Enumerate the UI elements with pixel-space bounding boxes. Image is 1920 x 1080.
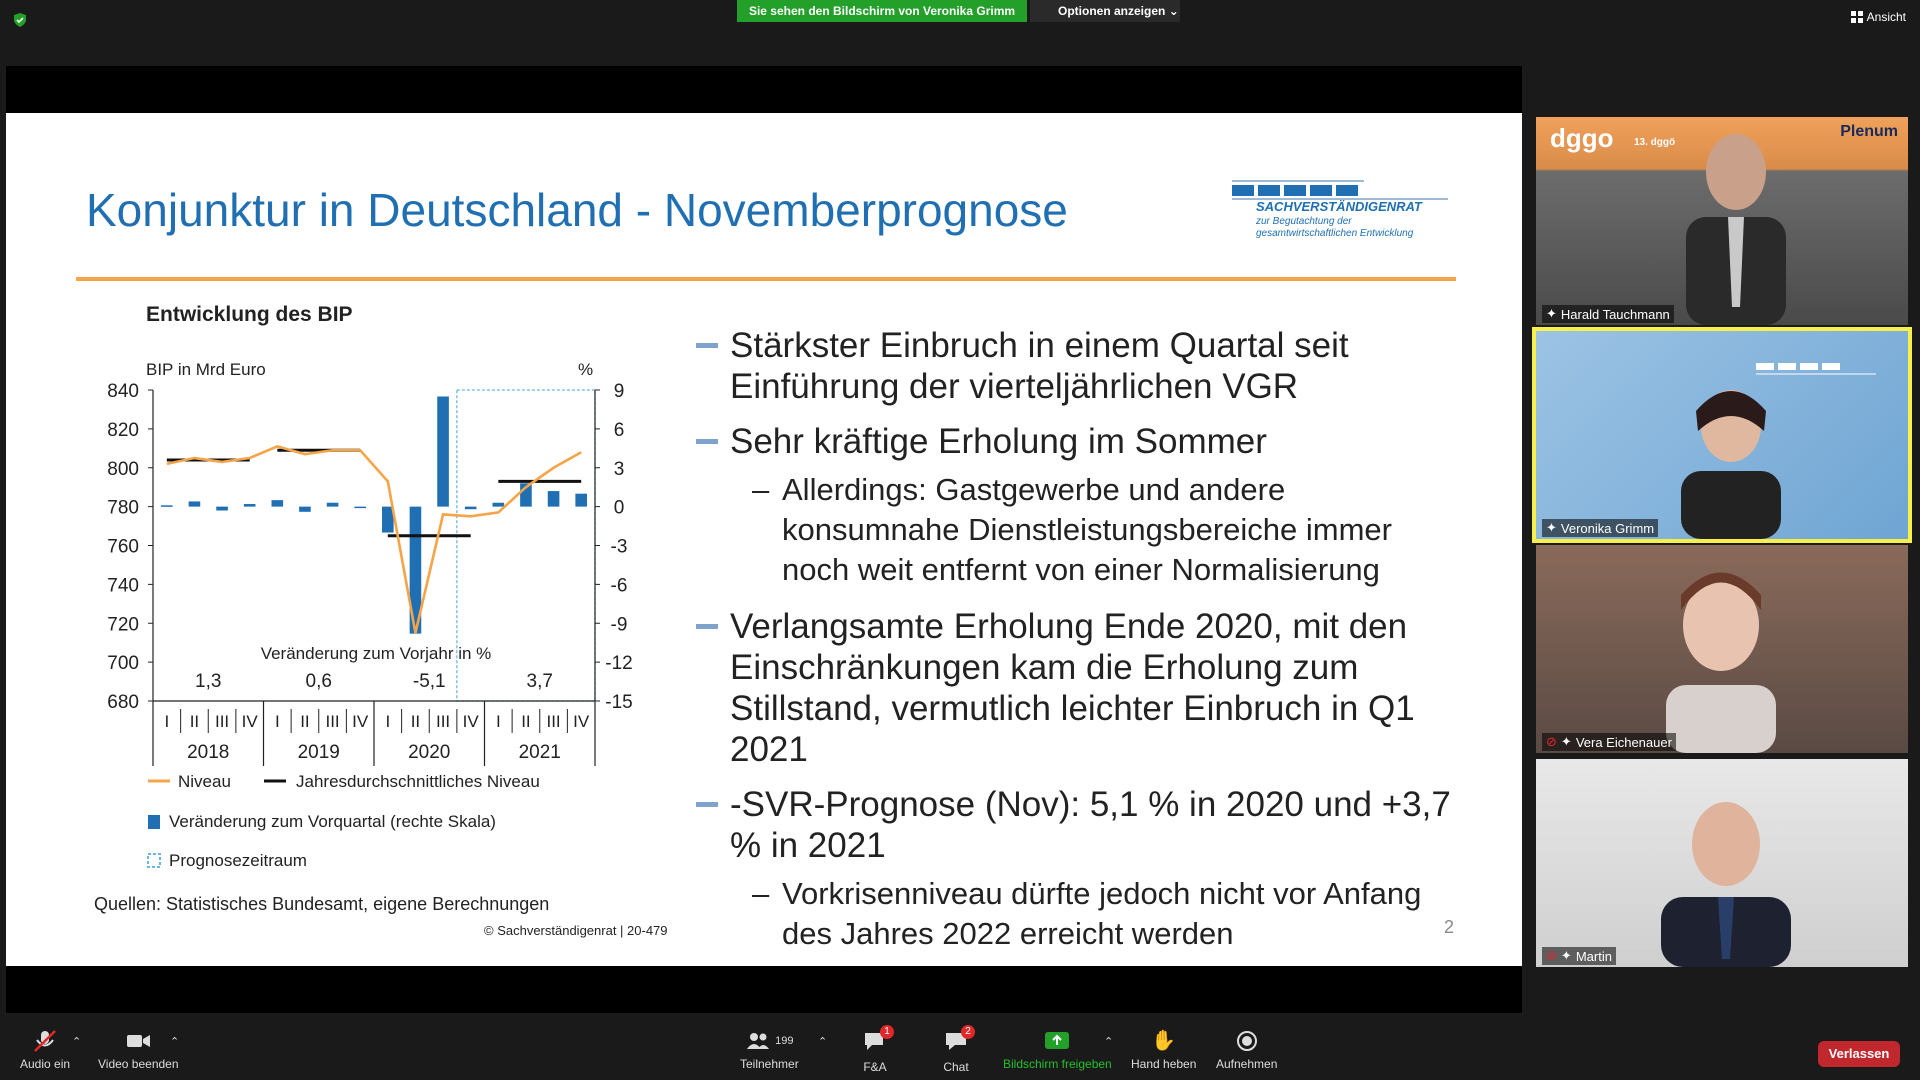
raise-hand-button-label: Hand heben <box>1131 1057 1197 1071</box>
participant-video-icon <box>1646 555 1796 753</box>
bip-chart <box>6 113 706 966</box>
chart-title: Entwicklung des BIP <box>146 303 353 326</box>
chart-annual-change-value: 1,3 <box>195 671 222 692</box>
bullet-item <box>696 606 1456 770</box>
share-screen-button-label: Bildschirm freigeben <box>1003 1057 1112 1071</box>
participant-name: Martin <box>1575 948 1612 964</box>
sub-bullet-dash: – <box>752 876 770 911</box>
pin-icon: ✦ <box>1560 948 1572 963</box>
chart-bar <box>272 500 284 506</box>
chart-annual-change-label: Veränderung zum Vorjahr in % <box>260 644 492 663</box>
bullet-text: Verlangsamte Erholung Ende 2020, mit den Einschränkungen kam die Erholung zum Stillstand, vermutlich leichter Einbruch in Q1 2021 <box>730 607 1415 769</box>
view-options-label: Optionen anzeigen <box>1058 4 1166 18</box>
svr-logo-subtitle <box>1256 216 1413 240</box>
audio-options-chevron-icon[interactable]: ⌃ <box>72 1036 82 1048</box>
chart-y2-tick-label: -9 <box>610 614 628 636</box>
chart-y2-axis-label: % <box>578 360 594 379</box>
svr-logo-subtitle-line1: zur Begutachtung der <box>1256 216 1352 227</box>
chart-y-tick-label: 720 <box>107 614 139 636</box>
chart-year-label: 2018 <box>187 742 230 763</box>
chat-button-label: Chat <box>943 1060 969 1074</box>
participants-button[interactable] <box>740 1029 799 1071</box>
chart-y2-tick-label: -12 <box>605 653 633 675</box>
participants-count: 199 <box>775 1035 794 1047</box>
chat-badge: 2 <box>961 1025 975 1039</box>
record-icon <box>1234 1029 1260 1053</box>
chart-bar <box>575 494 587 507</box>
presentation-slide <box>6 113 1522 966</box>
chart-y-tick-label: 680 <box>107 692 139 713</box>
participant-tile[interactable] <box>1536 117 1908 325</box>
bullet-dash-icon <box>696 343 718 348</box>
sub-bullet-text: Vorkrisenniveau dürfte jedoch nicht vor Anfang des Jahres 2022 erreicht werden <box>782 876 1422 951</box>
slide-title: Konjunktur in Deutschland - Novemberprognose <box>86 184 1068 236</box>
chart-quarter-label: I <box>385 712 391 731</box>
chart-copyright: © Sachverständigenrat | 20-479 <box>484 923 668 938</box>
record-button[interactable] <box>1216 1029 1277 1071</box>
plenum-label: Plenum <box>1840 123 1898 140</box>
chart-year-label: 2021 <box>518 742 561 763</box>
chart-quarter-label: I <box>274 712 280 731</box>
chart-quarter-label: I <box>495 712 501 731</box>
dggo-logo-text: dggo <box>1550 123 1614 153</box>
chart-quarter-label: III <box>435 712 451 731</box>
dggo-logo-subtitle: 13. dggö <box>1634 137 1676 148</box>
share-options-chevron-icon[interactable]: ⌃ <box>1104 1036 1114 1048</box>
sub-bullet-dash: – <box>752 472 770 507</box>
bullet-text: Sehr kräftige Erholung im Sommer <box>730 422 1267 461</box>
chart-y-tick-label: 780 <box>107 497 139 519</box>
chart-bar <box>465 507 477 510</box>
bullet-item <box>696 325 1456 407</box>
participant-name-label <box>1542 947 1616 965</box>
chart-quarter-label: III <box>325 712 340 731</box>
legend-bar-label: Veränderung zum Vorquartal (rechte Skala) <box>169 812 496 831</box>
participant-name: Veronika Grimm <box>1560 520 1655 536</box>
qa-button-label: F&A <box>863 1060 887 1074</box>
chart-bar <box>189 501 201 506</box>
chart-y-tick-label: 760 <box>107 536 139 558</box>
view-button-label: Ansicht <box>1866 10 1906 24</box>
video-camera-icon <box>125 1029 151 1053</box>
muted-mic-icon <box>32 1029 58 1053</box>
video-options-chevron-icon[interactable]: ⌃ <box>170 1036 180 1048</box>
record-button-label: Aufnehmen <box>1216 1057 1278 1071</box>
sub-bullet-item <box>696 470 1456 590</box>
chart-y-tick-label: 820 <box>107 419 139 441</box>
chart-bar <box>327 503 339 507</box>
chart-quarter-label: IV <box>573 712 590 731</box>
chart-quarter-label: I <box>164 712 170 731</box>
chart-bar <box>437 396 449 506</box>
meeting-toolbar <box>0 1013 1920 1080</box>
chart-bar <box>548 491 560 507</box>
chart-y-tick-label: 740 <box>107 575 139 597</box>
legend-average-label: Jahresdurchschnittliches Niveau <box>296 772 540 791</box>
chart-quarter-label: IV <box>241 712 258 731</box>
legend-bar-swatch <box>148 815 160 829</box>
chart-quarter-label: II <box>521 712 531 731</box>
grid-view-icon <box>1851 11 1863 23</box>
sub-bullet-item <box>696 874 1456 954</box>
chart-y2-tick-label: -6 <box>610 575 628 597</box>
chart-quarter-label: III <box>546 712 561 731</box>
chart-y-tick-label: 840 <box>107 381 139 402</box>
bullet-dash-icon <box>696 439 718 444</box>
bullet-text: Stärkster Einbruch in einem Quartal seit Einführung der vierteljährlichen VGR <box>730 326 1349 406</box>
chart-bar <box>244 504 256 507</box>
chart-y2-tick-label: 0 <box>613 497 625 519</box>
qa-button[interactable] <box>862 1026 890 1074</box>
participant-name-label <box>1542 519 1658 537</box>
video-button-label: Video beenden <box>98 1057 179 1071</box>
participant-name-label <box>1542 305 1674 323</box>
chart-sources: Quellen: Statistisches Bundesamt, eigene Berechnungen <box>94 894 550 914</box>
share-screen-button[interactable] <box>1003 1029 1112 1071</box>
chevron-down-icon: ⌄ <box>1168 4 1179 18</box>
audio-button-label: Audio ein <box>20 1057 71 1071</box>
participants-button-label: Teilnehmer <box>740 1057 799 1071</box>
bullet-dash-icon <box>696 624 718 629</box>
bullet-text: -SVR-Prognose (Nov): 5,1 % in 2020 und +3,7 % in 2021 <box>730 785 1451 865</box>
participant-video-icon <box>1656 361 1806 539</box>
view-options-dropdown[interactable] <box>1030 0 1180 22</box>
qa-badge: 1 <box>880 1025 894 1039</box>
participant-name: Vera Eichenauer <box>1575 734 1672 750</box>
chart-quarter-label: III <box>214 712 230 731</box>
muted-mic-icon: ⊘ <box>1546 948 1557 963</box>
svr-logo-name: SACHVERSTÄNDIGENRAT <box>1256 199 1422 214</box>
chart-y2-tick-label: -15 <box>605 692 633 713</box>
bullet-dash-icon <box>696 802 718 807</box>
chart-quarter-label: IV <box>352 712 369 731</box>
participant-tile[interactable] <box>1536 545 1908 753</box>
chart-annual-change-value: 3,7 <box>526 671 553 692</box>
meeting-top-bar <box>0 0 1920 40</box>
video-button[interactable] <box>98 1029 179 1071</box>
screen-share-banner: Sie sehen den Bildschirm von Veronika Grimm <box>737 0 1027 22</box>
chart-quarter-label: II <box>189 712 200 731</box>
participant-video-icon <box>1646 779 1806 967</box>
chart-bar <box>299 507 311 512</box>
legend-level-label: Niveau <box>178 772 231 791</box>
leave-meeting-button[interactable]: Verlassen <box>1818 1041 1900 1067</box>
share-screen-icon <box>1044 1029 1070 1053</box>
participant-name: Harald Tauchmann <box>1560 306 1670 322</box>
chart-level-line <box>167 446 581 633</box>
legend-forecast-swatch <box>148 854 160 867</box>
bullet-item <box>696 784 1456 866</box>
chart-y2-tick-label: -3 <box>610 536 628 558</box>
chart-bar <box>354 507 366 509</box>
chart-y-axis-label: BIP in Mrd Euro <box>146 360 266 379</box>
chart-quarter-label: II <box>300 712 310 731</box>
participant-video-icon <box>1666 117 1806 325</box>
pin-icon: ✦ <box>1560 734 1572 749</box>
chart-bar <box>493 503 505 507</box>
pin-icon: ✦ <box>1546 306 1557 321</box>
participant-tile[interactable] <box>1536 759 1908 967</box>
chart-bar <box>216 507 228 511</box>
pin-icon: ✦ <box>1546 520 1557 535</box>
chart-y2-tick-label: 9 <box>613 381 625 402</box>
participants-icon <box>745 1029 771 1053</box>
chart-y2-tick-label: 6 <box>613 419 625 441</box>
security-shield-icon[interactable] <box>12 12 28 28</box>
participant-name-label <box>1542 733 1676 751</box>
raise-hand-icon: ✋ <box>1151 1030 1177 1052</box>
chart-bar <box>161 505 173 507</box>
svr-logo-subtitle-line2: gesamtwirtschaftlichen Entwicklung <box>1256 228 1414 239</box>
raise-hand-button[interactable] <box>1131 1029 1196 1071</box>
participant-tile-active-speaker[interactable] <box>1536 331 1908 539</box>
chart-annual-change-value: -5,1 <box>412 671 446 692</box>
chart-y-tick-label: 700 <box>107 653 139 675</box>
chart-y-tick-label: 800 <box>107 458 139 480</box>
chart-year-label: 2019 <box>297 742 340 763</box>
chat-button[interactable] <box>943 1026 971 1074</box>
muted-mic-icon: ⊘ <box>1546 734 1557 749</box>
chart-annual-change-value: 0,6 <box>305 671 332 692</box>
chart-year-label: 2020 <box>408 742 451 763</box>
audio-button[interactable] <box>20 1029 70 1071</box>
participants-options-chevron-icon[interactable]: ⌃ <box>818 1036 828 1048</box>
view-button[interactable] <box>1851 10 1906 24</box>
sub-bullet-text: Allerdings: Gastgewerbe und andere konsumnahe Dienstleistungsbereiche immer noch weit entfernt von einer Normalisierung <box>782 472 1392 587</box>
bullet-list <box>696 325 1456 966</box>
legend-forecast-label: Prognosezeitraum <box>169 851 307 870</box>
bullet-item <box>696 421 1456 462</box>
chart-quarter-label: II <box>410 712 421 731</box>
chart-y2-tick-label: 3 <box>613 458 625 480</box>
slide-page-number: 2 <box>1443 917 1454 937</box>
chart-quarter-label: IV <box>462 712 479 731</box>
